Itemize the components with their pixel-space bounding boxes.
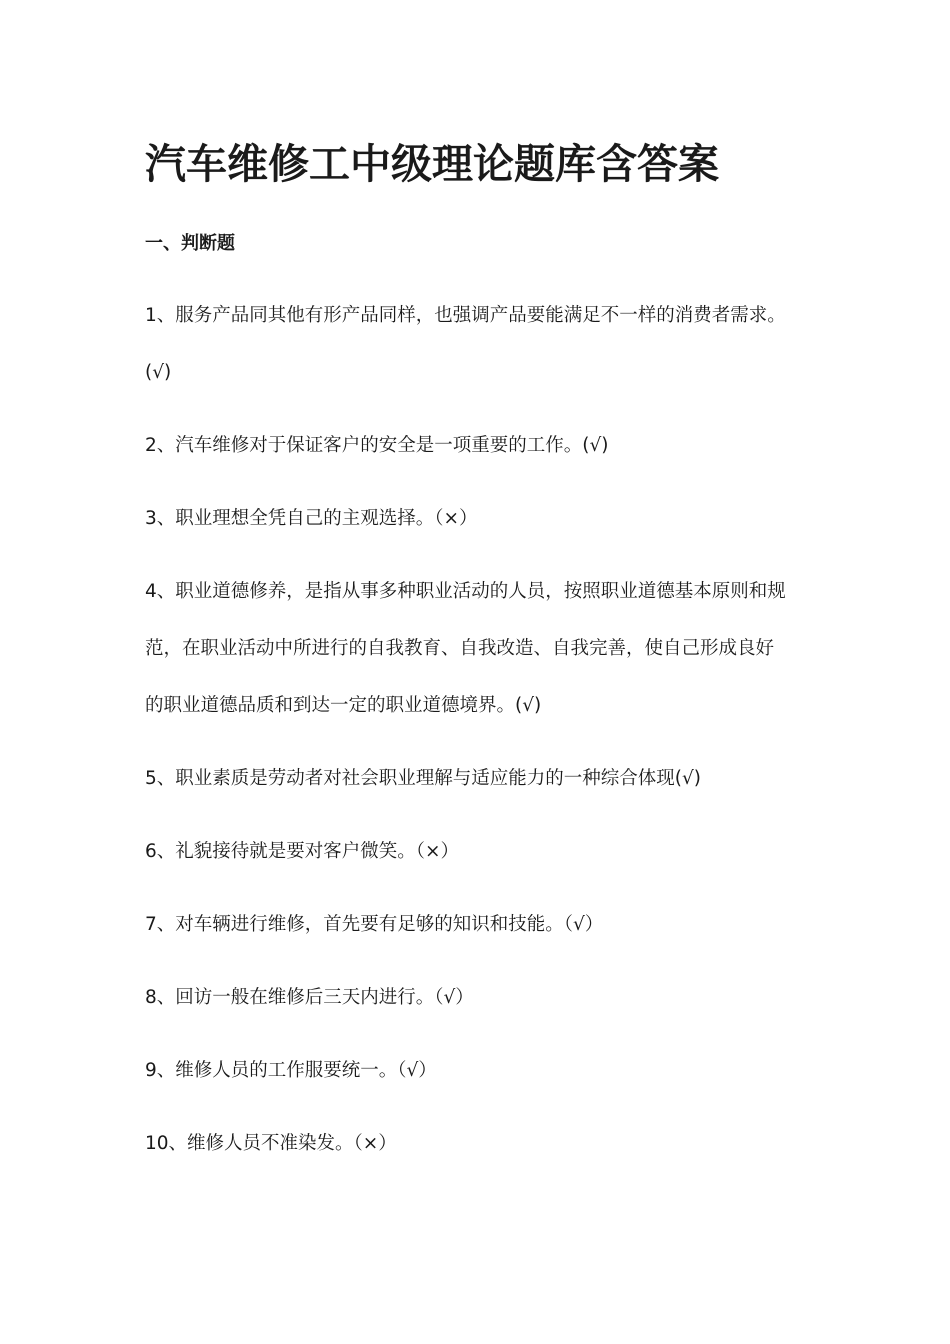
question-line: 9、维修人员的工作服要统一。（√）	[145, 1060, 437, 1081]
question-line: (√)	[145, 362, 172, 383]
question-line: 5、职业素质是劳动者对社会职业理解与适应能力的一种综合体现(√)	[145, 768, 701, 789]
question-line: 4、职业道德修养，是指从事多种职业活动的人员，按照职业道德基本原则和规	[145, 581, 786, 602]
question-line: 10、维修人员不准染发。（×）	[145, 1133, 397, 1154]
question-line: 1、服务产品同其他有形产品同样，也强调产品要能满足不一样的消费者需求。	[145, 305, 786, 326]
question-line: 的职业道德品质和到达一定的职业道德境界。(√)	[145, 695, 542, 716]
question-line: 6、礼貌接待就是要对客户微笑。（×）	[145, 841, 460, 862]
question-line: 范，在职业活动中所进行的自我教育、自我改造、自我完善，使自己形成良好	[145, 638, 775, 659]
question-line: 8、回访一般在维修后三天内进行。（√）	[145, 987, 474, 1008]
document-title: 汽车维修工中级理论题库含答案	[145, 140, 719, 188]
question-line: 2、汽车维修对于保证客户的安全是一项重要的工作。(√)	[145, 435, 609, 456]
question-line: 3、职业理想全凭自己的主观选择。（×）	[145, 508, 478, 529]
question-line: 7、对车辆进行维修，首先要有足够的知识和技能。（√）	[145, 914, 604, 935]
section-heading: 一、判断题	[145, 233, 235, 254]
